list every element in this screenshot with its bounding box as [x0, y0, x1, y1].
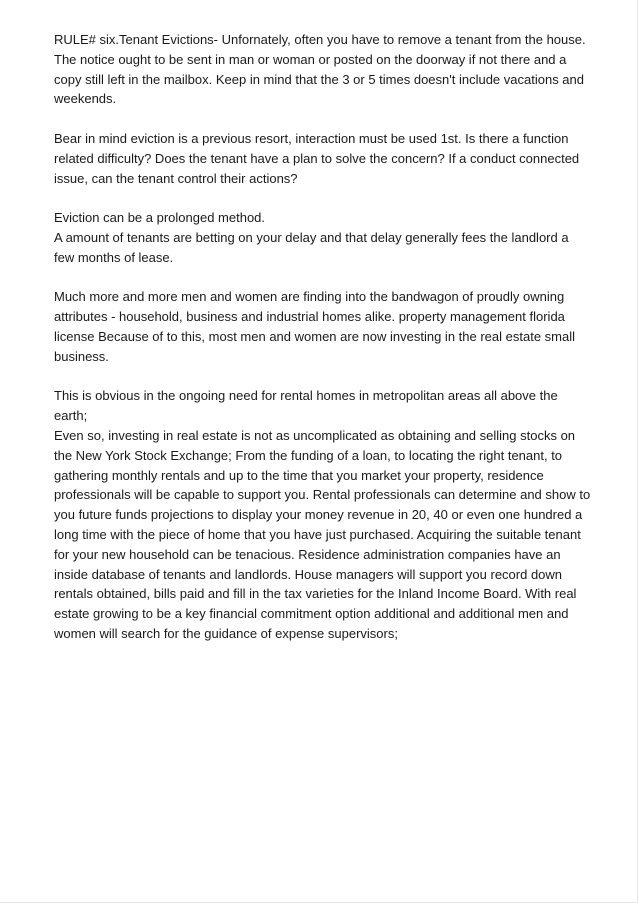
text-line: few months of lease. — [54, 249, 174, 265]
text-line: Much more and more men and women are finding into the bandwagon of proudly owning — [54, 289, 565, 305]
text-line: business. — [54, 348, 109, 364]
text-line: This is obvious in the ongoing need for rental homes in metropolitan areas all above the — [54, 388, 558, 404]
text-line: copy still left in the mailbox. Keep in mind that the 3 or 5 times doesn't include vacations and — [54, 71, 584, 87]
text-line: women will search for the guidance of expense supervisors; — [54, 625, 398, 641]
text-line: earth; — [54, 408, 88, 424]
paragraph-tenant-evictions — [54, 30, 599, 109]
text-line: estate growing to be a key financial commitment option additional and additional men and — [54, 606, 569, 622]
text-line: weekends. — [54, 91, 117, 107]
text-line: Eviction can be a prolonged method. — [54, 210, 266, 226]
text-line: attributes - household, business and industrial homes alike. property management florida — [54, 309, 565, 325]
text-line: related difficulty? Does the tenant have a plan to solve the concern? If a conduct connected — [54, 150, 580, 166]
text-line: the New York Stock Exchange; From the funding of a loan, to locating the right tenant, to — [54, 447, 563, 463]
text-line: for your new household can be tenacious. Residence administration companies have an — [54, 546, 561, 562]
text-line: professionals will be capable to support you. Rental professionals can determine and show to — [54, 487, 591, 503]
text-line: The notice ought to be sent in man or woman or posted on the doorway if not there and a — [54, 51, 567, 67]
text-line: rentals obtained, bills paid and fill in the tax varieties for the Inland Income Board. With real — [54, 586, 577, 602]
text-line: long time with the piece of home that you have just purchased. Acquiring the suitable tenant — [54, 526, 581, 542]
document-body — [54, 30, 599, 664]
text-line: Bear in mind eviction is a previous resort, interaction must be used 1st. Is there a function — [54, 130, 569, 146]
paragraph-last-resort — [54, 129, 599, 188]
text-line: inside database of tenants and landlords. House managers will support you record down — [54, 566, 563, 582]
text-line: Even so, investing in real estate is not as uncomplicated as obtaining and selling stocks on — [54, 427, 576, 443]
paragraph-rental-homes — [54, 386, 599, 643]
paragraph-bandwagon — [54, 287, 599, 366]
paragraph-prolonged-method — [54, 208, 599, 267]
text-line: license Because of to this, most men and women are now investing in the real estate small — [54, 328, 575, 344]
text-line: RULE# six.Tenant Evictions- Unfornately, often you have to remove a tenant from the house. — [54, 32, 586, 47]
text-line: you future funds projections to display your money revenue in 20, 40 or even one hundred a — [54, 507, 583, 523]
text-line: A amount of tenants are betting on your delay and that delay generally fees the landlord a — [54, 229, 569, 245]
text-line: issue, can the tenant control their actions? — [54, 170, 298, 186]
text-line: gathering monthly rentals and up to the time that you market your property, residence — [54, 467, 544, 483]
